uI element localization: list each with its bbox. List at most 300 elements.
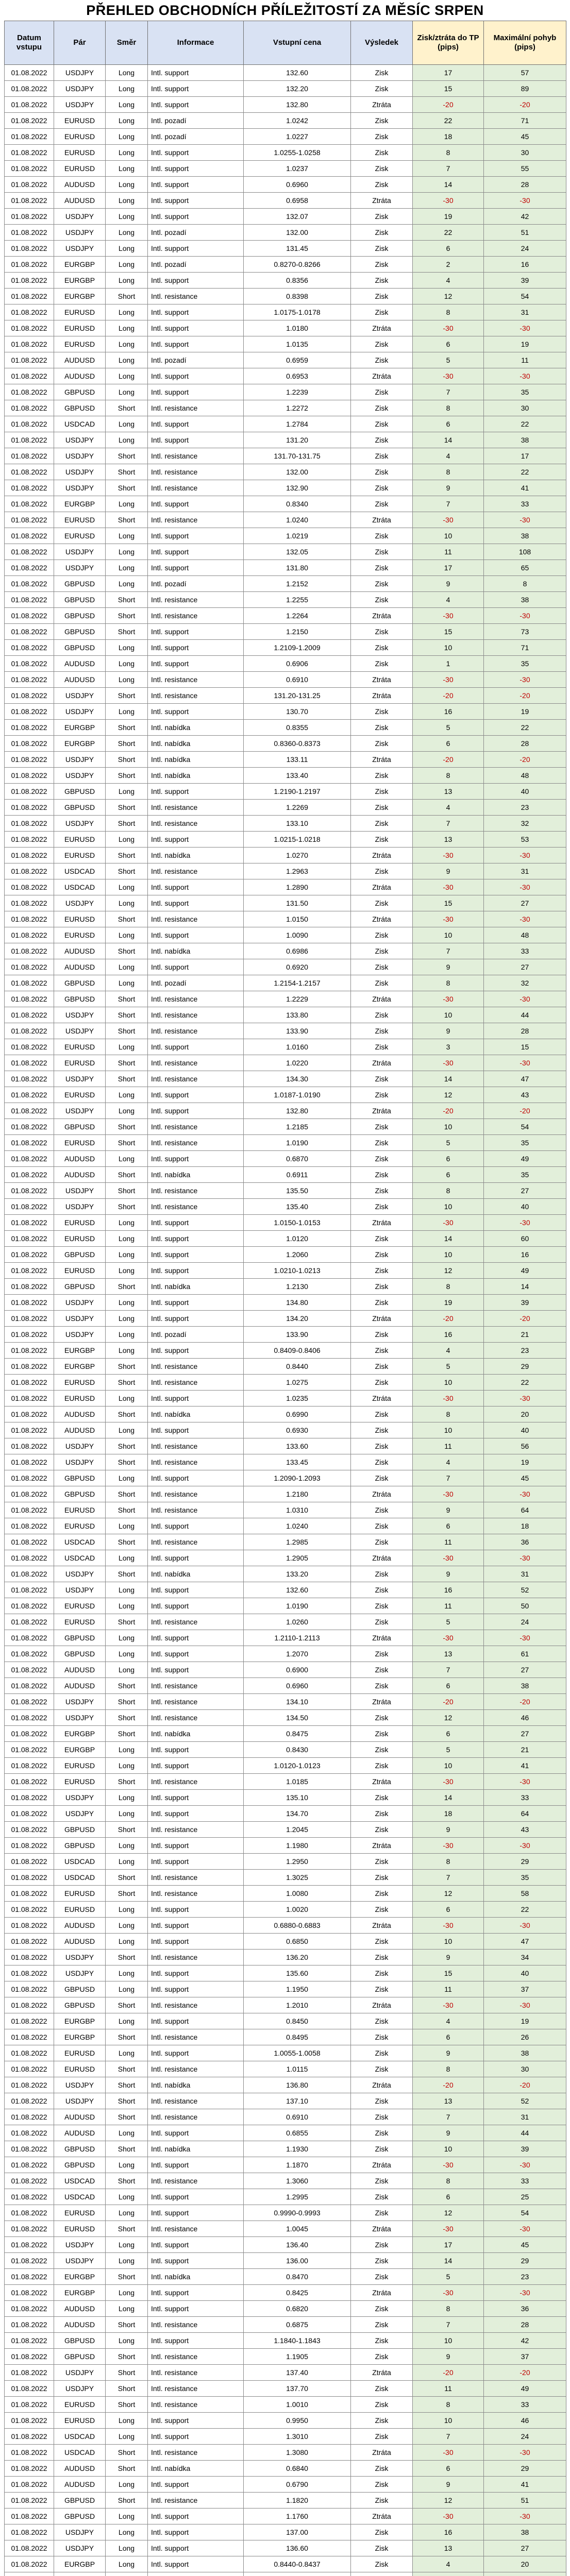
cell-price: 1.2109-1.2009 bbox=[244, 640, 351, 656]
cell-info: Intl. support bbox=[148, 145, 244, 161]
cell-takeprofit: -30 bbox=[413, 2221, 484, 2237]
cell-date: 01.08.2022 bbox=[5, 384, 54, 400]
cell-pair: GBPUSD bbox=[54, 1981, 106, 1997]
cell-maxmove: -30 bbox=[484, 2157, 566, 2173]
cell-maxmove: 38 bbox=[484, 2524, 566, 2540]
cell-date: 01.08.2022 bbox=[5, 368, 54, 384]
cell-date: 01.08.2022 bbox=[5, 1183, 54, 1199]
cell-pair: EURUSD bbox=[54, 1502, 106, 1518]
cell-direction: Short bbox=[106, 1438, 148, 1454]
cell-maxmove: 46 bbox=[484, 1710, 566, 1726]
cell-info: Intl. support bbox=[148, 1742, 244, 1758]
cell-direction: Long bbox=[106, 496, 148, 512]
cell-info: Intl. resistance bbox=[148, 1774, 244, 1790]
cell-date: 01.08.2022 bbox=[5, 560, 54, 576]
table-row bbox=[5, 1646, 566, 1662]
cell-date: 01.08.2022 bbox=[5, 592, 54, 608]
cell-info: Intl. resistance bbox=[148, 672, 244, 688]
cell-date: 01.08.2022 bbox=[5, 304, 54, 320]
table-row bbox=[5, 927, 566, 943]
table-row bbox=[5, 800, 566, 816]
cell-takeprofit: 14 bbox=[413, 432, 484, 448]
table-row bbox=[5, 2540, 566, 2556]
cell-result: Zisk bbox=[351, 209, 413, 225]
cell-pair: EURUSD bbox=[54, 1518, 106, 1534]
cell-result: Zisk bbox=[351, 1438, 413, 1454]
cell-price: 0.6790 bbox=[244, 2477, 351, 2493]
cell-takeprofit: -30 bbox=[413, 848, 484, 863]
cell-info: Intl. resistance bbox=[148, 1502, 244, 1518]
cell-takeprofit: 10 bbox=[413, 1199, 484, 1215]
cell-takeprofit: 6 bbox=[413, 241, 484, 257]
cell-result: Zisk bbox=[351, 352, 413, 368]
cell-date: 01.08.2022 bbox=[5, 1343, 54, 1359]
cell-info: Intl. resistance bbox=[148, 1950, 244, 1965]
cell-result: Zisk bbox=[351, 1263, 413, 1279]
cell-date: 01.08.2022 bbox=[5, 320, 54, 336]
cell-info: Intl. support bbox=[148, 2045, 244, 2061]
cell-info: Intl. resistance bbox=[148, 991, 244, 1007]
cell-direction: Long bbox=[106, 1518, 148, 1534]
table-row bbox=[5, 1934, 566, 1950]
cell-direction: Long bbox=[106, 1327, 148, 1343]
cell-date: 01.08.2022 bbox=[5, 1215, 54, 1231]
cell-maxmove: -30 bbox=[484, 1486, 566, 1502]
cell-result: Ztráta bbox=[351, 1838, 413, 1854]
cell-date: 01.08.2022 bbox=[5, 1566, 54, 1582]
cell-price: 133.10 bbox=[244, 816, 351, 832]
cell-direction: Long bbox=[106, 1902, 148, 1918]
cell-price: 1.0240 bbox=[244, 1518, 351, 1534]
cell-takeprofit: -20 bbox=[413, 688, 484, 704]
cell-direction: Long bbox=[106, 2157, 148, 2173]
cell-takeprofit: 12 bbox=[413, 2205, 484, 2221]
cell-maxmove: 31 bbox=[484, 863, 566, 879]
cell-takeprofit: 16 bbox=[413, 1582, 484, 1598]
cell-date: 01.08.2022 bbox=[5, 1902, 54, 1918]
table-row bbox=[5, 512, 566, 528]
cell-maxmove: -30 bbox=[484, 1838, 566, 1854]
cell-result: Zisk bbox=[351, 129, 413, 145]
cell-maxmove: 31 bbox=[484, 1566, 566, 1582]
table-row bbox=[5, 2413, 566, 2429]
cell-takeprofit: -30 bbox=[413, 512, 484, 528]
cell-date: 01.08.2022 bbox=[5, 1870, 54, 1886]
cell-price: 134.30 bbox=[244, 1071, 351, 1087]
cell-maxmove: 45 bbox=[484, 129, 566, 145]
cell-direction: Long bbox=[106, 368, 148, 384]
cell-direction: Short bbox=[106, 1359, 148, 1375]
table-row bbox=[5, 1167, 566, 1183]
cell-info: Intl. support bbox=[148, 1758, 244, 1774]
cell-date: 01.08.2022 bbox=[5, 177, 54, 193]
cell-result: Zisk bbox=[351, 2477, 413, 2493]
cell-result: Zisk bbox=[351, 2333, 413, 2349]
cell-info: Intl. resistance bbox=[148, 448, 244, 464]
cell-pair: EURUSD bbox=[54, 336, 106, 352]
cell-direction: Long bbox=[106, 129, 148, 145]
cell-direction: Short bbox=[106, 2221, 148, 2237]
cell-takeprofit: 17 bbox=[413, 65, 484, 81]
cell-date: 01.08.2022 bbox=[5, 1422, 54, 1438]
cell-pair: GBPUSD bbox=[54, 1119, 106, 1135]
cell-pair: USDJPY bbox=[54, 688, 106, 704]
cell-direction: Long bbox=[106, 209, 148, 225]
cell-date: 01.08.2022 bbox=[5, 1534, 54, 1550]
cell-direction: Long bbox=[106, 672, 148, 688]
cell-price: 1.0115 bbox=[244, 2061, 351, 2077]
cell-info: Intl. support bbox=[148, 959, 244, 975]
cell-maxmove: -20 bbox=[484, 1103, 566, 1119]
cell-price: 132.07 bbox=[244, 209, 351, 225]
cell-result bbox=[351, 2572, 413, 2576]
cell-result: Zisk bbox=[351, 959, 413, 975]
cell-result: Zisk bbox=[351, 1758, 413, 1774]
cell-price: 0.6986 bbox=[244, 943, 351, 959]
cell-takeprofit: 9 bbox=[413, 1023, 484, 1039]
cell-info: Intl. resistance bbox=[148, 2365, 244, 2381]
cell-takeprofit: 15 bbox=[413, 81, 484, 97]
cell-info: Intl. support bbox=[148, 895, 244, 911]
cell-direction: Long bbox=[106, 97, 148, 113]
cell-info: Intl. support bbox=[148, 81, 244, 97]
cell-takeprofit: 19 bbox=[413, 209, 484, 225]
cell-maxmove: 40 bbox=[484, 1422, 566, 1438]
cell-price: 0.6850 bbox=[244, 1934, 351, 1950]
table-row bbox=[5, 2477, 566, 2493]
table-row bbox=[5, 1454, 566, 1470]
cell-pair: EURUSD bbox=[54, 1375, 106, 1391]
cell-date: 01.08.2022 bbox=[5, 2524, 54, 2540]
cell-result: Zisk bbox=[351, 1534, 413, 1550]
cell-direction: Short bbox=[106, 1454, 148, 1470]
cell-date: 01.08.2022 bbox=[5, 113, 54, 129]
cell-price: 132.00 bbox=[244, 464, 351, 480]
cell-takeprofit: -20 bbox=[413, 2077, 484, 2093]
cell-date: 01.08.2022 bbox=[5, 736, 54, 752]
cell-maxmove: -30 bbox=[484, 368, 566, 384]
cell-direction: Long bbox=[106, 1391, 148, 1406]
cell-direction: Short bbox=[106, 2109, 148, 2125]
cell-info: Intl. pozadí bbox=[148, 975, 244, 991]
cell-direction: Short bbox=[106, 289, 148, 304]
cell-date: 01.08.2022 bbox=[5, 1918, 54, 1934]
cell-direction: Short bbox=[106, 464, 148, 480]
cell-pair: USDJPY bbox=[54, 1582, 106, 1598]
cell-direction: Long bbox=[106, 640, 148, 656]
table-row bbox=[5, 1215, 566, 1231]
cell-direction: Short bbox=[106, 816, 148, 832]
cell-pair: USDJPY bbox=[54, 752, 106, 768]
cell-date: 01.08.2022 bbox=[5, 975, 54, 991]
cell-direction: Short bbox=[106, 624, 148, 640]
cell-takeprofit: 6 bbox=[413, 1151, 484, 1167]
cell-maxmove: 28 bbox=[484, 177, 566, 193]
cell-info: Intl. support bbox=[148, 1662, 244, 1678]
cell-takeprofit: 12 bbox=[413, 2493, 484, 2509]
cell-result: Zisk bbox=[351, 2093, 413, 2109]
cell-result: Ztráta bbox=[351, 1055, 413, 1071]
cell-takeprofit: 9 bbox=[413, 2349, 484, 2365]
cell-takeprofit: -30 bbox=[413, 1391, 484, 1406]
cell-info: Intl. support bbox=[148, 1470, 244, 1486]
cell-result: Zisk bbox=[351, 1790, 413, 1806]
cell-result: Zisk bbox=[351, 145, 413, 161]
cell-price: 1.0187-1.0190 bbox=[244, 1087, 351, 1103]
cell-pair: GBPUSD bbox=[54, 1646, 106, 1662]
cell-date: 01.08.2022 bbox=[5, 672, 54, 688]
table-row bbox=[5, 1918, 566, 1934]
table-row bbox=[5, 2237, 566, 2253]
table-row bbox=[5, 289, 566, 304]
cell-info: Intl. nabídka bbox=[148, 736, 244, 752]
cell-pair: EURUSD bbox=[54, 1391, 106, 1406]
table-row bbox=[5, 1247, 566, 1263]
cell-price: 0.6910 bbox=[244, 672, 351, 688]
cell-price: 1.2264 bbox=[244, 608, 351, 624]
cell-result: Zisk bbox=[351, 1726, 413, 1742]
cell-takeprofit: 12 bbox=[413, 1087, 484, 1103]
cell-direction: Short bbox=[106, 2029, 148, 2045]
cell-price: 1.0150 bbox=[244, 911, 351, 927]
cell-result: Zisk bbox=[351, 2253, 413, 2269]
table-row bbox=[5, 2125, 566, 2141]
cell-takeprofit: 5 bbox=[413, 720, 484, 736]
cell-price: 133.90 bbox=[244, 1327, 351, 1343]
cell-date: 01.08.2022 bbox=[5, 1119, 54, 1135]
cell-date: 01.08.2022 bbox=[5, 832, 54, 848]
cell-pair: GBPUSD bbox=[54, 1470, 106, 1486]
cell-pair: USDJPY bbox=[54, 1710, 106, 1726]
cell-pair: AUDUSD bbox=[54, 1151, 106, 1167]
cell-pair: USDCAD bbox=[54, 2189, 106, 2205]
cell-pair: AUDUSD bbox=[54, 2109, 106, 2125]
table-row bbox=[5, 2397, 566, 2413]
cell-price: 0.8440 bbox=[244, 1359, 351, 1375]
table-row bbox=[5, 1981, 566, 1997]
cell-date: 01.08.2022 bbox=[5, 225, 54, 241]
cell-direction: Short bbox=[106, 2349, 148, 2365]
cell-direction: Long bbox=[106, 1039, 148, 1055]
cell-maxmove: 61 bbox=[484, 1646, 566, 1662]
cell-date: 01.08.2022 bbox=[5, 1934, 54, 1950]
cell-pair: USDJPY bbox=[54, 432, 106, 448]
cell-pair: USDJPY bbox=[54, 1007, 106, 1023]
cell-takeprofit: 7 bbox=[413, 496, 484, 512]
cell-maxmove: 22 bbox=[484, 1375, 566, 1391]
cell-direction: Long bbox=[106, 1582, 148, 1598]
cell-price: 1.0120-1.0123 bbox=[244, 1758, 351, 1774]
cell-date: 01.08.2022 bbox=[5, 1454, 54, 1470]
table-row bbox=[5, 895, 566, 911]
cell-takeprofit: 22 bbox=[413, 225, 484, 241]
cell-date: 01.08.2022 bbox=[5, 97, 54, 113]
cell-direction: Long bbox=[106, 1918, 148, 1934]
table-row bbox=[5, 2365, 566, 2381]
cell-direction: Long bbox=[106, 959, 148, 975]
cell-info: Intl. resistance bbox=[148, 608, 244, 624]
table-row bbox=[5, 832, 566, 848]
cell-result: Zisk bbox=[351, 1582, 413, 1598]
cell-takeprofit: 4 bbox=[413, 448, 484, 464]
cell-date: 01.08.2022 bbox=[5, 1438, 54, 1454]
cell-direction: Short bbox=[106, 2397, 148, 2413]
cell-direction: Long bbox=[106, 1087, 148, 1103]
cell-result: Zisk bbox=[351, 1295, 413, 1311]
cell-info: Intl. support bbox=[148, 193, 244, 209]
cell-date: 01.08.2022 bbox=[5, 1662, 54, 1678]
cell-maxmove: -30 bbox=[484, 608, 566, 624]
cell-maxmove: 43 bbox=[484, 1087, 566, 1103]
cell-maxmove: 20 bbox=[484, 1406, 566, 1422]
cell-maxmove: 20 bbox=[484, 2556, 566, 2572]
cell-maxmove: 27 bbox=[484, 1662, 566, 1678]
cell-price: 135.60 bbox=[244, 1965, 351, 1981]
cell-price: 1.0135 bbox=[244, 336, 351, 352]
cell-result: Zisk bbox=[351, 2205, 413, 2221]
table-row bbox=[5, 528, 566, 544]
cell-info: Intl. support bbox=[148, 1247, 244, 1263]
table-row bbox=[5, 1263, 566, 1279]
cell-date: 01.08.2022 bbox=[5, 1359, 54, 1375]
cell-price: 0.6960 bbox=[244, 177, 351, 193]
cell-date: 01.08.2022 bbox=[5, 2061, 54, 2077]
cell-info: Intl. support bbox=[148, 1518, 244, 1534]
cell-takeprofit: 17 bbox=[413, 560, 484, 576]
cell-price: 134.70 bbox=[244, 1806, 351, 1822]
cell-price: 134.50 bbox=[244, 1710, 351, 1726]
table-row bbox=[5, 241, 566, 257]
cell-price: 133.20 bbox=[244, 1566, 351, 1582]
cell-direction: Long bbox=[106, 1103, 148, 1119]
cell-maxmove: 39 bbox=[484, 1295, 566, 1311]
table-row bbox=[5, 2381, 566, 2397]
cell-takeprofit: 22 bbox=[413, 113, 484, 129]
cell-takeprofit: 6 bbox=[413, 1902, 484, 1918]
table-row bbox=[5, 2093, 566, 2109]
cell-direction: Short bbox=[106, 2077, 148, 2093]
table-row bbox=[5, 752, 566, 768]
cell-takeprofit: 8 bbox=[413, 304, 484, 320]
table-row bbox=[5, 1742, 566, 1758]
cell-takeprofit: -30 bbox=[413, 1055, 484, 1071]
cell-direction: Short bbox=[106, 1183, 148, 1199]
cell-result: Zisk bbox=[351, 384, 413, 400]
cell-direction: Short bbox=[106, 512, 148, 528]
cell-result: Zisk bbox=[351, 1183, 413, 1199]
table-row bbox=[5, 1806, 566, 1822]
cell-info: Intl. support bbox=[148, 2429, 244, 2445]
cell-direction: Long bbox=[106, 1934, 148, 1950]
cell-date: 01.08.2022 bbox=[5, 1582, 54, 1598]
cell-direction: Short bbox=[106, 1406, 148, 1422]
cell-maxmove: 57 bbox=[484, 65, 566, 81]
cell-info: Intl. support bbox=[148, 1965, 244, 1981]
cell-price: 1.3060 bbox=[244, 2173, 351, 2189]
cell-result: Zisk bbox=[351, 1902, 413, 1918]
cell-pair: EURUSD bbox=[54, 1886, 106, 1902]
cell-direction: Short bbox=[106, 1774, 148, 1790]
cell-takeprofit: 8 bbox=[413, 1406, 484, 1422]
cell-takeprofit: 18 bbox=[413, 129, 484, 145]
cell-pair: EURUSD bbox=[54, 161, 106, 177]
cell-maxmove: 58 bbox=[484, 1886, 566, 1902]
cell-pair: USDJPY bbox=[54, 2365, 106, 2381]
cell-takeprofit: 3 bbox=[413, 1039, 484, 1055]
cell-takeprofit: 10 bbox=[413, 1375, 484, 1391]
cell-result: Zisk bbox=[351, 2413, 413, 2429]
cell-direction: Long bbox=[106, 2285, 148, 2301]
cell-takeprofit: 8 bbox=[413, 400, 484, 416]
cell-direction: Short bbox=[106, 1055, 148, 1071]
cell-date: 01.08.2022 bbox=[5, 2253, 54, 2269]
cell-result: Ztráta bbox=[351, 1486, 413, 1502]
cell-maxmove: -30 bbox=[484, 2221, 566, 2237]
cell-result: Zisk bbox=[351, 2061, 413, 2077]
cell-result: Zisk bbox=[351, 1375, 413, 1391]
cell-info: Intl. support bbox=[148, 1231, 244, 1247]
table-row bbox=[5, 145, 566, 161]
cell-info: Intl. nabídka bbox=[148, 943, 244, 959]
cell-date: 01.08.2022 bbox=[5, 1039, 54, 1055]
cell-direction: Long bbox=[106, 1598, 148, 1614]
cell-date: 01.08.2022 bbox=[5, 2045, 54, 2061]
cell-maxmove: 24 bbox=[484, 1614, 566, 1630]
cell-date: 01.08.2022 bbox=[5, 640, 54, 656]
table-row bbox=[5, 2013, 566, 2029]
cell-pair: EURGBP bbox=[54, 1359, 106, 1375]
cell-direction: Short bbox=[106, 1534, 148, 1550]
cell-pair: USDCAD bbox=[54, 1534, 106, 1550]
cell-takeprofit: 10 bbox=[413, 1247, 484, 1263]
cell-result: Zisk bbox=[351, 1135, 413, 1151]
cell-date: 01.08.2022 bbox=[5, 1247, 54, 1263]
cell-date: 01.08.2022 bbox=[5, 688, 54, 704]
cell-date: 01.08.2022 bbox=[5, 2285, 54, 2301]
table-row bbox=[5, 975, 566, 991]
cell-price: 132.80 bbox=[244, 1103, 351, 1119]
cell-info: Intl. resistance bbox=[148, 1694, 244, 1710]
cell-maxmove: 28 bbox=[484, 2317, 566, 2333]
cell-result: Zisk bbox=[351, 1087, 413, 1103]
cell-maxmove: 41 bbox=[484, 1758, 566, 1774]
cell-pair: USDJPY bbox=[54, 816, 106, 832]
cell-date: 01.08.2022 bbox=[5, 2029, 54, 2045]
cell-date: 01.08.2022 bbox=[5, 1502, 54, 1518]
cell-result: Zisk bbox=[351, 1822, 413, 1838]
cell-info: Intl. resistance bbox=[148, 863, 244, 879]
cell-takeprofit: 17 bbox=[413, 2237, 484, 2253]
cell-info: Intl. support bbox=[148, 2125, 244, 2141]
cell-direction: Long bbox=[106, 2253, 148, 2269]
cell-direction: Long bbox=[106, 432, 148, 448]
cell-result: Zisk bbox=[351, 1678, 413, 1694]
cell-maxmove: 54 bbox=[484, 289, 566, 304]
cell-info: Intl. support bbox=[148, 2524, 244, 2540]
cell-date: 01.08.2022 bbox=[5, 1774, 54, 1790]
cell-direction: Long bbox=[106, 1295, 148, 1311]
cell-info: Intl. resistance bbox=[148, 400, 244, 416]
table-row bbox=[5, 480, 566, 496]
cell-price: 137.40 bbox=[244, 2365, 351, 2381]
cell-info: Intl. support bbox=[148, 1311, 244, 1327]
cell-result: Zisk bbox=[351, 832, 413, 848]
cell-price: 1.2255 bbox=[244, 592, 351, 608]
cell-info: Intl. support bbox=[148, 832, 244, 848]
cell-pair: EURUSD bbox=[54, 2221, 106, 2237]
cell-takeprofit: 10 bbox=[413, 1119, 484, 1135]
cell-direction: Long bbox=[106, 2477, 148, 2493]
